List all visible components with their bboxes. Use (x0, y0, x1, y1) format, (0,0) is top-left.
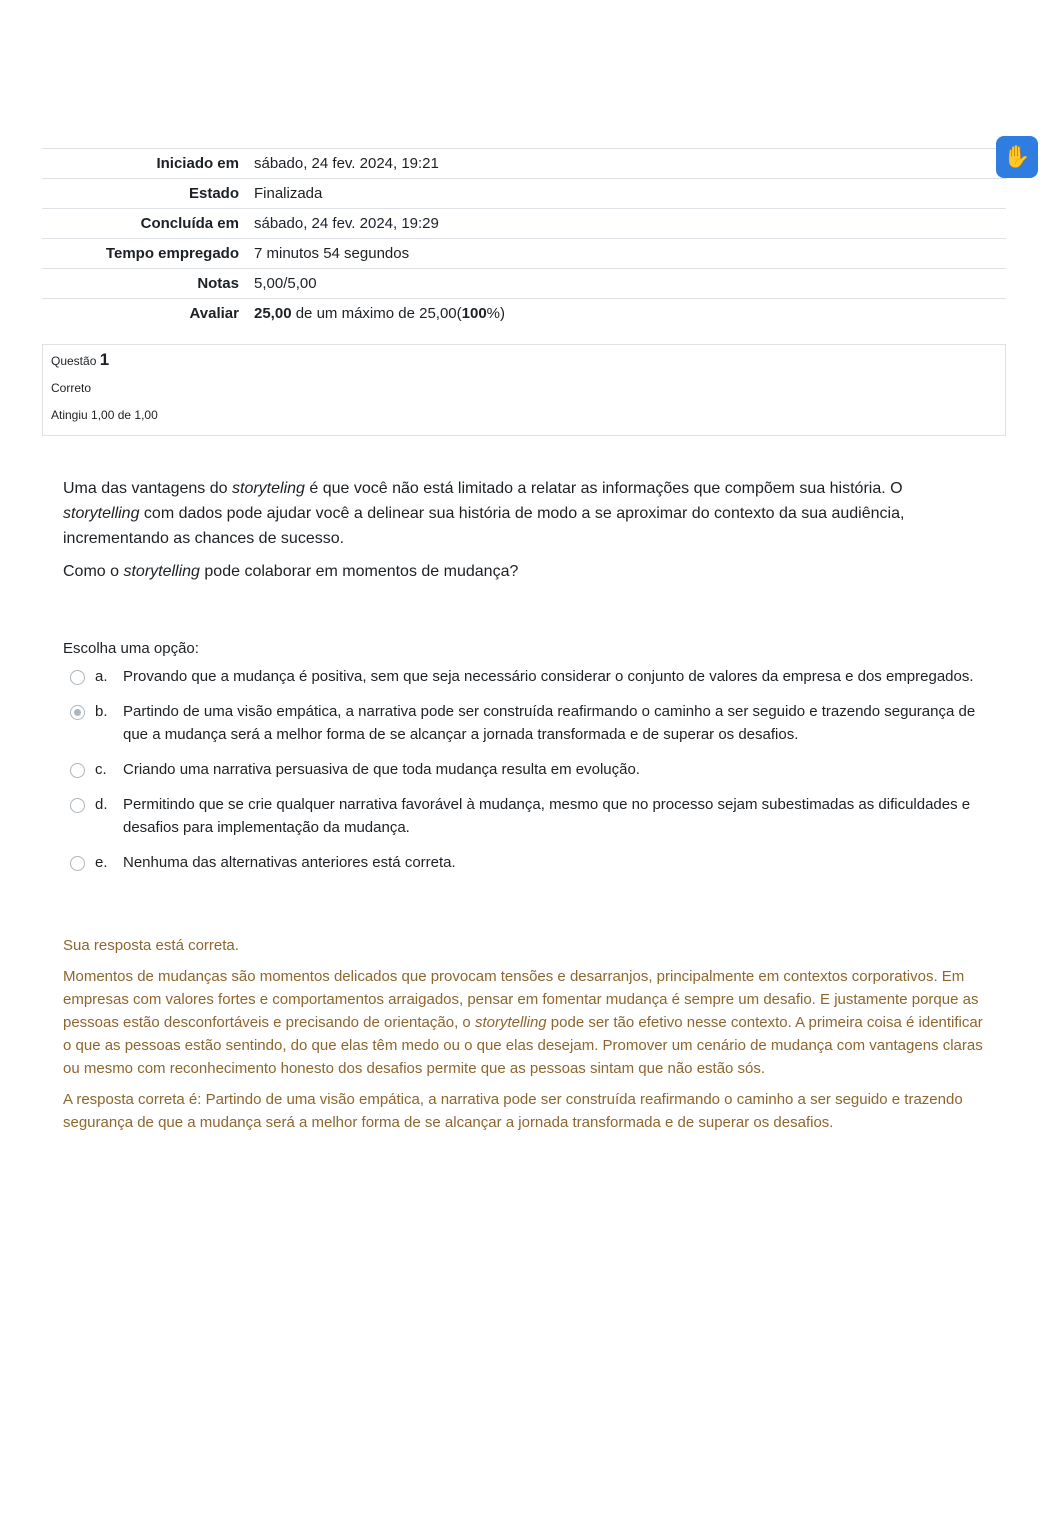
text-italic: storytelling (474, 1014, 547, 1031)
summary-label: Concluída em (42, 209, 254, 239)
radio-button[interactable] (70, 763, 85, 778)
question-state: Correto (51, 381, 92, 395)
sign-language-hands-icon: ✋ (1003, 144, 1031, 169)
answer-text: Partindo de uma visão empática, a narrativa pode ser construída reafirmando o caminho a ser seguido e trazendo segurança de que a mudança será a melhor forma de se alcançar a jornada transformada e de superar os desafios. (123, 703, 976, 743)
summary-label: Estado (42, 179, 254, 209)
text: pode ser tão efetivo nesse contexto. A primeira coisa é identificar o que as pessoas estão sentindo, do que elas têm medo ou o que elas desejam. Promover um cenário de mudança com vantagens claras ou mesmo com reconhecimento honesto dos desafios permite que as pessoas sintam que não estão sós. (63, 1014, 983, 1077)
text-italic: storyteling (232, 480, 305, 497)
text: Uma das vantagens do (63, 480, 232, 497)
summary-row-time (42, 239, 1006, 269)
question-label: Questão (51, 354, 97, 368)
answer-options (70, 665, 980, 886)
answer-letter: e. (95, 854, 108, 871)
radio-button[interactable] (70, 798, 85, 813)
text-italic: storytelling (123, 563, 200, 580)
radio-button[interactable] (70, 856, 85, 871)
text: pode colaborar em momentos de mudança? (199, 563, 519, 580)
right-answer: A resposta correta é: Partindo de uma visão empática, a narrativa pode ser construída reafirmando o caminho a ser seguido e trazendo segurança de que a mudança será a melhor forma de se alcançar a jornada transformada e de superar os desafios. (63, 1091, 963, 1131)
grade-text: de um máximo de 25,00( (291, 305, 462, 322)
answer-letter: b. (95, 703, 108, 720)
text: Momentos de mudanças são momentos delicados que provocam tensões e desarranjos, principalmente em contextos corporativos. Em empresas com valores fortes e comportamentos arraigados, pensar em fomentar mudança é sempre um desafio. E justamente porque as pessoas estão desconfortáveis e precisando de orientação, o (63, 968, 979, 1031)
answer-text: Provando que a mudança é positiva, sem que seja necessário considerar o conjunto de valores da empresa e dos empregados. (123, 668, 974, 685)
grade-score: 25,00 (254, 305, 292, 322)
feedback-section (63, 934, 988, 1142)
text: Como o (63, 563, 124, 580)
question-info-box (42, 344, 1006, 436)
question-prompt-paragraph (63, 559, 963, 584)
answer-letter: c. (95, 761, 107, 778)
summary-value: 5,00/5,00 (254, 269, 1006, 299)
text: é que você não está limitado a relatar as informações que compõem sua história. O (304, 480, 903, 497)
choose-option-label: Escolha uma opção: (63, 640, 199, 657)
summary-row-marks (42, 269, 1006, 299)
summary-label: Avaliar (42, 299, 254, 329)
radio-button-selected[interactable] (70, 705, 85, 720)
text: com dados pode ajudar você a delinear sua história de modo a se aproximar do contexto da sua audiência, incrementando as chances de sucesso. (63, 505, 905, 547)
question-number: 1 (99, 350, 110, 369)
summary-value: Finalizada (254, 179, 1006, 209)
answer-option-d[interactable] (70, 793, 980, 839)
text-italic: storytelling (63, 505, 140, 522)
answer-letter: a. (95, 668, 108, 685)
summary-label: Notas (42, 269, 254, 299)
answer-option-c[interactable] (70, 758, 980, 781)
answer-text: Criando uma narrativa persuasiva de que toda mudança resulta em evolução. (123, 761, 640, 778)
summary-label: Tempo empregado (42, 239, 254, 269)
answer-option-e[interactable] (70, 851, 980, 874)
accessibility-button[interactable] (996, 136, 1038, 178)
summary-value: sábado, 24 fev. 2024, 19:29 (254, 209, 1006, 239)
general-feedback (63, 965, 988, 1080)
answer-text: Permitindo que se crie qualquer narrativa favorável à mudança, mesmo que no processo sejam subestimadas as dificuldades e desafios para implementação da mudança. (123, 796, 971, 836)
feedback-status: Sua resposta está correta. (63, 937, 239, 954)
question-grade: Atingiu 1,00 de 1,00 (51, 408, 158, 422)
summary-row-grade (42, 299, 1006, 329)
answer-option-b[interactable] (70, 700, 980, 746)
answer-letter: d. (95, 796, 108, 813)
summary-row-state (42, 179, 1006, 209)
answer-text: Nenhuma das alternativas anteriores está correta. (123, 854, 456, 871)
radio-button[interactable] (70, 670, 85, 685)
quiz-summary-table (42, 148, 1006, 328)
summary-label: Iniciado em (42, 149, 254, 179)
grade-percent: 100 (461, 305, 487, 322)
answer-option-a[interactable] (70, 665, 980, 688)
question-text (63, 476, 963, 592)
summary-row-completed (42, 209, 1006, 239)
question-paragraph (63, 476, 963, 551)
summary-value: 7 minutos 54 segundos (254, 239, 1006, 269)
summary-row-started (42, 149, 1006, 179)
grade-text-end: %) (486, 305, 506, 322)
summary-value (254, 299, 1006, 329)
summary-value: sábado, 24 fev. 2024, 19:21 (254, 149, 1006, 179)
